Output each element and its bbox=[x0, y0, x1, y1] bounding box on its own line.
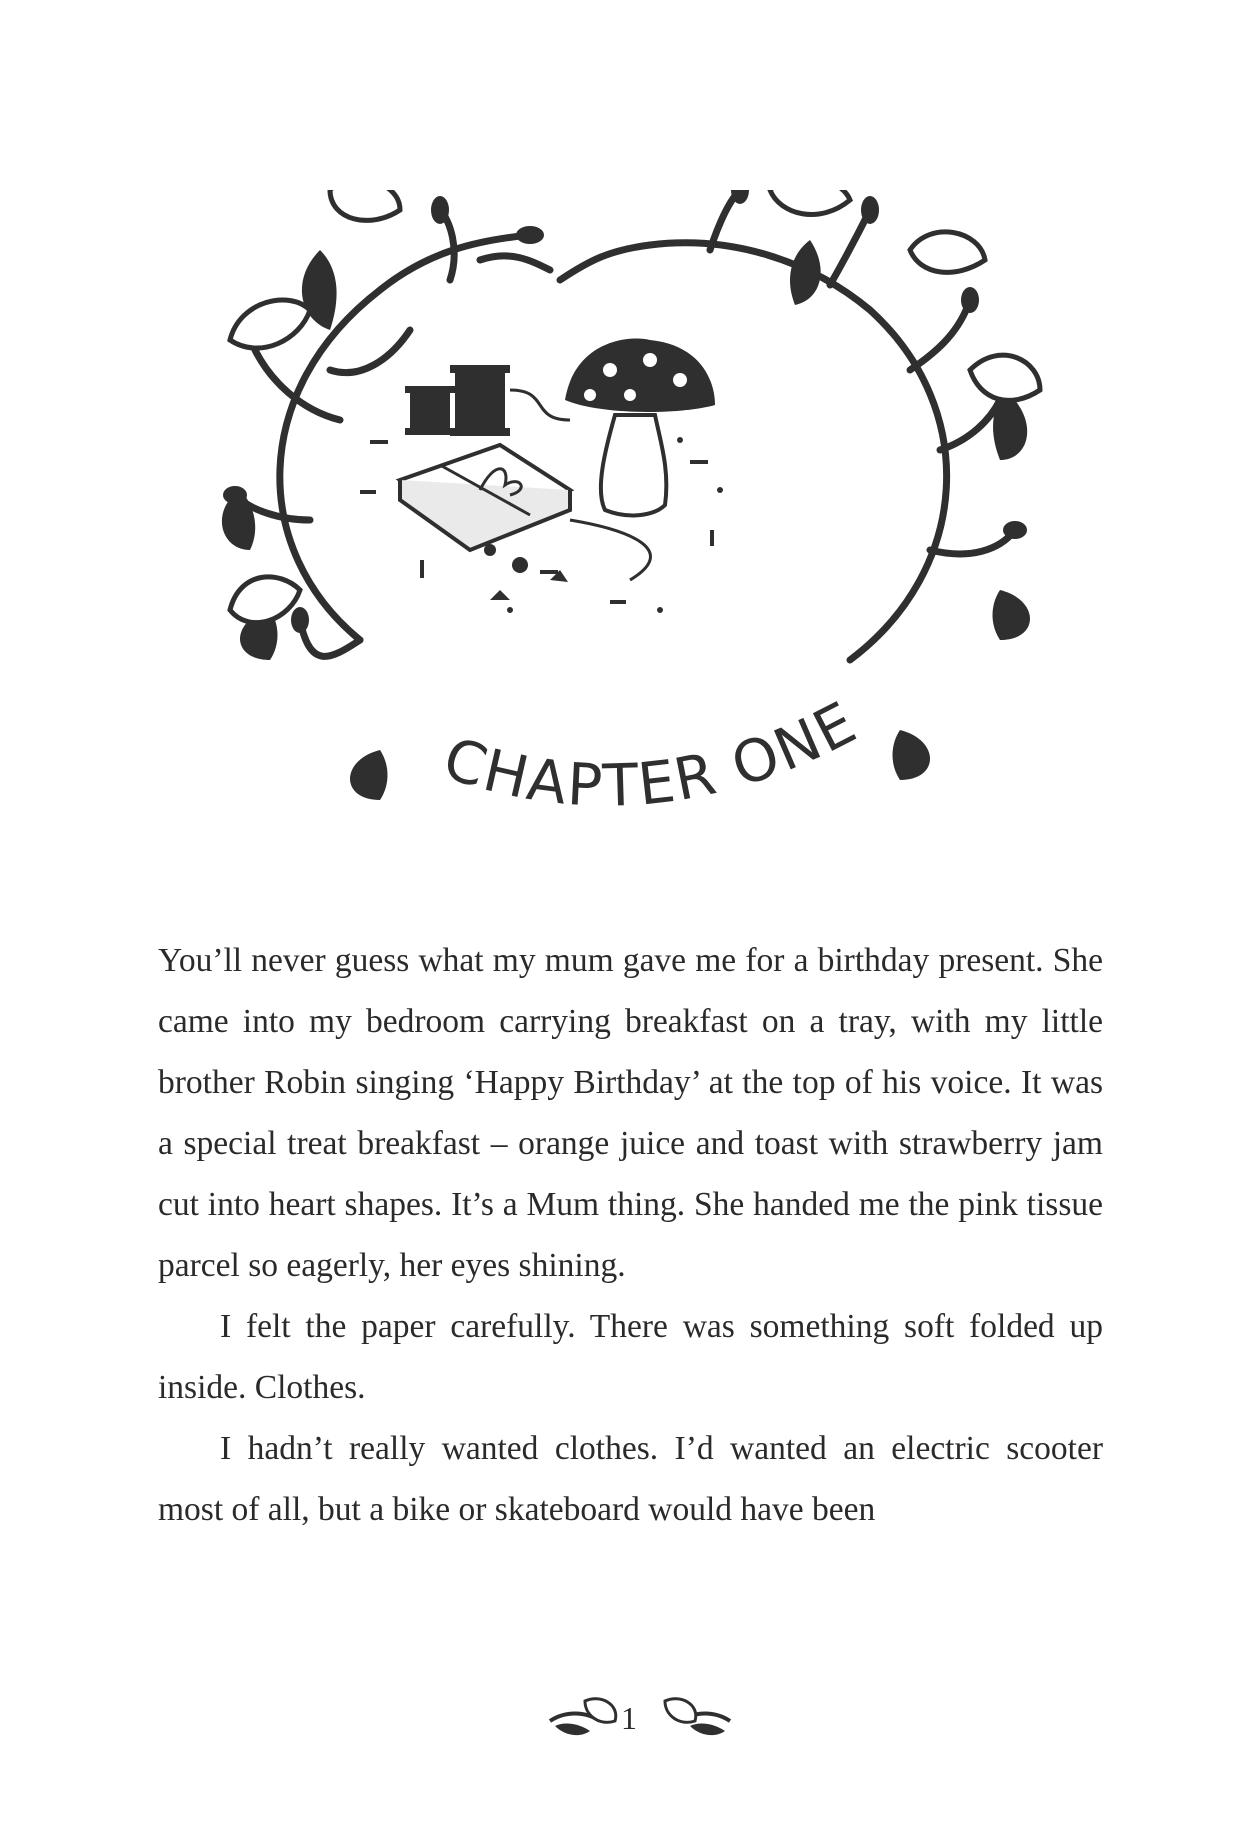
page-footer bbox=[0, 1690, 1258, 1750]
paragraph: You’ll never guess what my mum gave me for a birthday present. She came into my bedroom carrying breakfast on a tray, with my little brother Robin singing ‘Happy Birthday’ at the top of his voice. It was a special treat breakfast – orange juice and toast with strawberry jam cut into heart shapes. It’s a Mum thing. She handed me the pink tissue parcel so eagerly, her eyes shining. bbox=[158, 942, 1103, 1284]
chapter-heading-text: CHAPTER ONE bbox=[435, 687, 868, 820]
page-number: 1 bbox=[621, 1700, 637, 1736]
paragraph: I hadn’t really wanted clothes. I’d wanted an electric scooter most of all, but a bike or skateboard would have been bbox=[158, 1430, 1103, 1528]
chapter-heading-art bbox=[430, 687, 890, 845]
thread-spool-icon bbox=[405, 365, 510, 436]
body-text bbox=[158, 930, 1103, 1540]
flower-ornament-icon bbox=[655, 1696, 735, 1742]
gift-parcel-icon bbox=[400, 445, 570, 550]
vine-right bbox=[650, 243, 947, 660]
paragraph: I felt the paper carefully. There was something soft folded up inside. Clothes. bbox=[158, 1308, 1103, 1406]
chapter-heading bbox=[430, 687, 890, 845]
toadstool-icon bbox=[565, 339, 715, 516]
